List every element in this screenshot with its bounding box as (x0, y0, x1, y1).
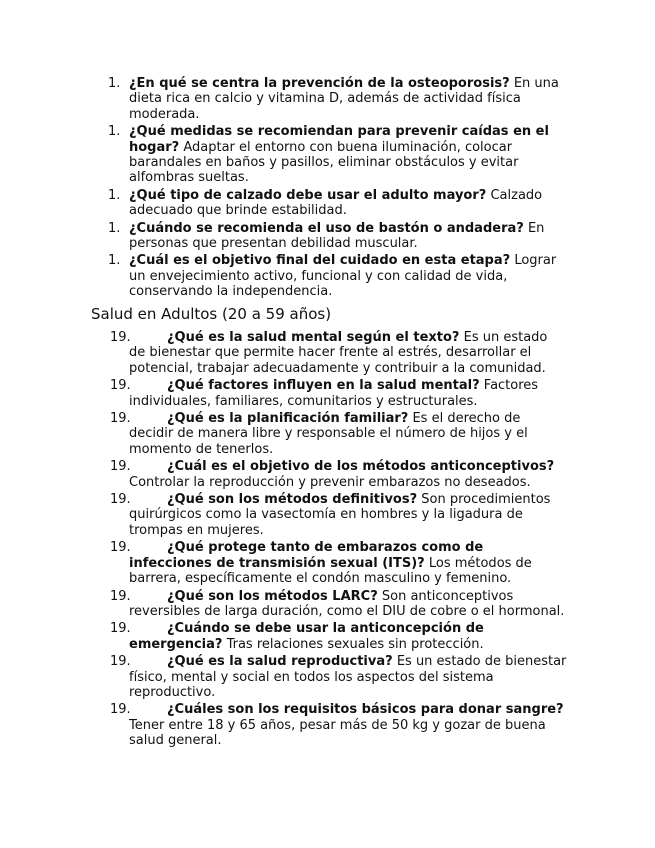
list-item-answer: En una dieta rica en calcio y vitamina D, además de actividad física moderada. (129, 76, 559, 122)
list-item-answer: Es un estado de bienestar físico, mental y social en todos los aspectos del sistema reproductivo. (129, 654, 567, 700)
list-item-number: 19. (110, 654, 131, 670)
list-item-answer: Son procedimientos quirúrgicos como la vasectomía en hombres y la ligadura de trompas en mujeres. (129, 492, 551, 538)
list-item-question: ¿Qué son los métodos definitivos? (167, 492, 418, 508)
list-item-question: ¿En qué se centra la prevención de la osteoporosis? (129, 76, 510, 91)
list-item-answer: Calzado adecuado que brinde estabilidad. (129, 187, 543, 219)
list-item (0, 411, 655, 457)
list-item-question: ¿Qué son los métodos LARC? (167, 588, 378, 604)
list-item-question: ¿Qué tipo de calzado debe usar el adulto mayor? (129, 187, 487, 203)
list-item-question: ¿Cuándo se recomienda el uso de bastón o andadera? (129, 220, 524, 236)
list-item (0, 621, 655, 652)
list-item-number: 19. (110, 540, 131, 556)
list-item-question: ¿Cuál es el objetivo de los métodos anticonceptivos? (167, 459, 555, 475)
list-item-answer: Lograr un envejecimiento activo, funcional y con calidad de vida, conservando la independencia. (129, 253, 557, 300)
list-item-answer: Es un estado de bienestar que permite hacer frente al estrés, desarrollar el potencial, trabajar adecuadamente y contribuir a la comunidad. (129, 330, 548, 376)
list-item (0, 124, 655, 186)
list-item-question: ¿Qué es la salud reproductiva? (167, 654, 393, 670)
list-item-number: 19. (110, 378, 131, 394)
list-item-number: 19. (110, 411, 131, 427)
list-item-question: ¿Qué es la salud mental según el texto? (167, 330, 460, 345)
list-item-answer: Tras relaciones sexuales sin protección. (222, 636, 484, 652)
elderly-care-list (0, 76, 655, 302)
list-item-answer: Factores individuales, familiares, comunitarios y estructurales. (129, 378, 539, 409)
section-heading: Salud en Adultos (20 a 59 años) (91, 305, 332, 323)
list-item-question: ¿Qué factores influyen en la salud mental? (167, 378, 480, 394)
list-item-number: 1. (108, 253, 121, 269)
list-item (0, 589, 655, 620)
list-item (0, 188, 655, 219)
list-item-number: 1. (108, 220, 121, 236)
list-item-question: ¿Cuál es el objetivo final del cuidado en esta etapa? (129, 253, 511, 269)
list-item-question: ¿Cuáles son los requisitos básicos para donar sangre? (167, 702, 564, 718)
list-item-number: 1. (108, 187, 121, 203)
list-item-number: 19. (110, 492, 131, 508)
list-item-number: 19. (110, 621, 131, 637)
list-item-question: ¿Qué medidas se recomiendan para prevenir caídas en el hogar? (129, 124, 549, 155)
list-item-answer: Tener entre 18 y 65 años, pesar más de 50 kg y gozar de buena salud general. (129, 717, 546, 749)
list-item-answer: Adaptar el entorno con buena iluminación, colocar barandales en baños y pasillos, eliminar obstáculos y evitar alfombras sueltas. (129, 139, 519, 186)
list-item-question: ¿Qué es la planificación familiar? (167, 411, 409, 427)
list-item (0, 253, 655, 299)
list-item-question: ¿Cuándo se debe usar la anticoncepción de emergencia? (129, 621, 484, 652)
list-item-number: 1. (108, 76, 121, 91)
list-item (0, 221, 655, 252)
list-item (0, 76, 655, 122)
list-item (0, 330, 655, 376)
list-item-answer: En personas que presentan debilidad muscular. (129, 220, 545, 252)
list-item (0, 654, 655, 700)
list-item (0, 492, 655, 538)
list-item-number: 19. (110, 588, 131, 604)
list-item (0, 459, 655, 490)
list-item-number: 1. (108, 124, 121, 140)
adult-health-list (0, 330, 655, 751)
list-item-question: ¿Qué protege tanto de embarazos como de infecciones de transmisión sexual (ITS)? (129, 540, 484, 571)
list-item-number: 19. (110, 330, 131, 345)
list-item-answer: Es el derecho de decidir de manera libre y responsable el número de hijos y el momento de tenerlos. (129, 411, 528, 457)
list-item (0, 540, 655, 586)
list-item-answer: Controlar la reproducción y prevenir embarazos no deseados. (129, 474, 531, 490)
list-item (0, 702, 655, 748)
list-item-number: 19. (110, 702, 131, 718)
list-item-number: 19. (110, 459, 131, 475)
list-item (0, 378, 655, 409)
list-item-answer: Son anticonceptivos reversibles de larga duración, como el DIU de cobre o el hormonal. (129, 588, 565, 619)
list-item-answer: Los métodos de barrera, específicamente el condón masculino y femenino. (129, 555, 532, 587)
